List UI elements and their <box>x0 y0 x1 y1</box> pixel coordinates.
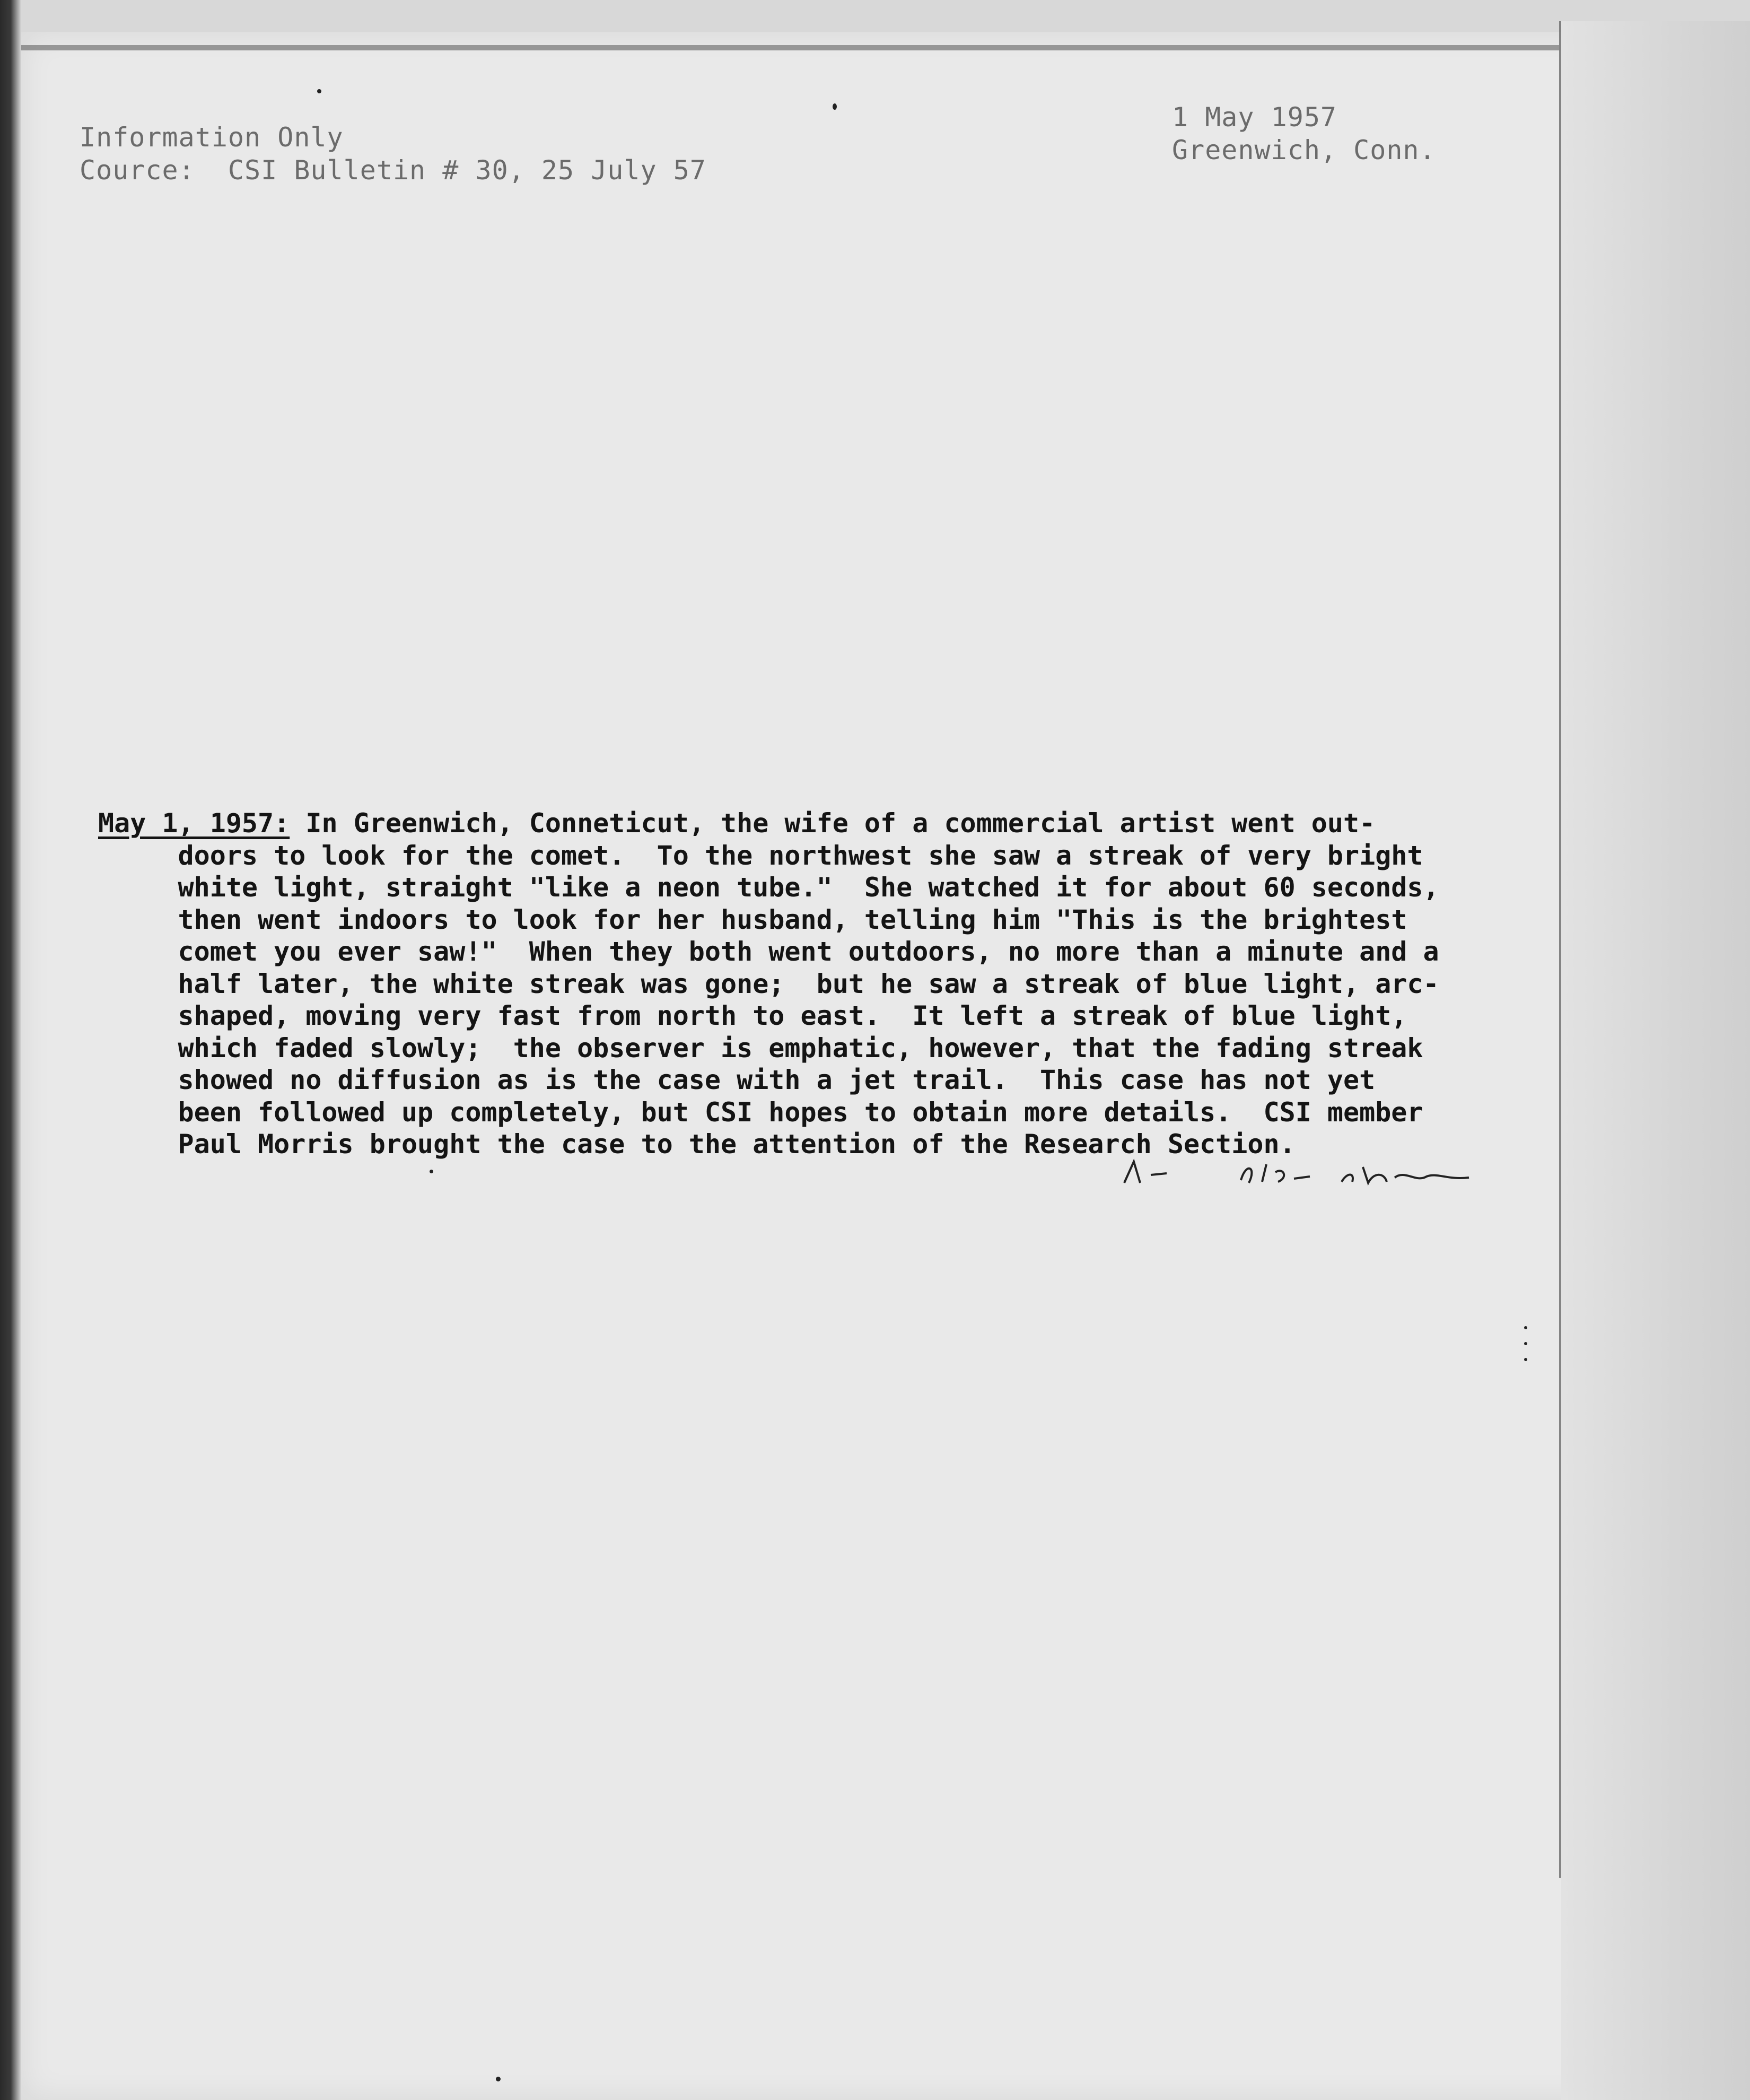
report-line: white light, straight "like a neon tube." She watched it for about 60 seconds, <box>98 872 1439 903</box>
ink-speck <box>496 2077 501 2081</box>
page-margin-right <box>1561 21 1750 2100</box>
report-line: then went indoors to look for her husband, telling him "This is the brightest <box>98 904 1407 935</box>
page-edge-line <box>1559 21 1561 1878</box>
ink-speck <box>833 103 837 110</box>
report-body <box>98 807 1498 1161</box>
report-line: which faded slowly; the observer is emphatic, however, that the fading streak <box>98 1032 1423 1064</box>
source-header <box>80 121 706 187</box>
report-line: Paul Morris brought the case to the attention of the Research Section. <box>98 1129 1296 1160</box>
date-location-header <box>1172 101 1436 167</box>
report-location: Greenwich, Conn. <box>1172 135 1436 165</box>
report-date-lead: May 1, 1957: <box>98 808 290 839</box>
report-line: half later, the white streak was gone; but he saw a streak of blue light, arc- <box>98 968 1439 999</box>
report-line: been followed up completely, but CSI hopes to obtain more details. CSI member <box>98 1096 1423 1128</box>
report-line: doors to look for the comet. To the northwest she saw a streak of very bright <box>98 840 1423 871</box>
report-line: showed no diffusion as is the case with a jet trail. This case has not yet <box>98 1065 1376 1095</box>
source-line: Cource: CSI Bulletin # 30, 25 July 57 <box>80 155 706 186</box>
report-line-first-rest: In Greenwich, Conneticut, the wife of a commercial artist went out- <box>290 808 1376 839</box>
report-line-first <box>98 807 1498 840</box>
top-edge-rule <box>21 45 1559 50</box>
report-line: comet you ever saw!" When they both went outdoors, no more than a minute and a <box>98 936 1439 967</box>
ink-speck <box>317 89 321 93</box>
handwritten-signature <box>1119 1151 1480 1193</box>
report-line: shaped, moving very fast from north to east. It left a streak of blue light, <box>98 1000 1407 1031</box>
margin-specks <box>1523 1326 1528 1374</box>
report-date: 1 May 1957 <box>1172 102 1337 133</box>
classification-line: Information Only <box>80 122 344 153</box>
ink-speck <box>430 1170 433 1173</box>
